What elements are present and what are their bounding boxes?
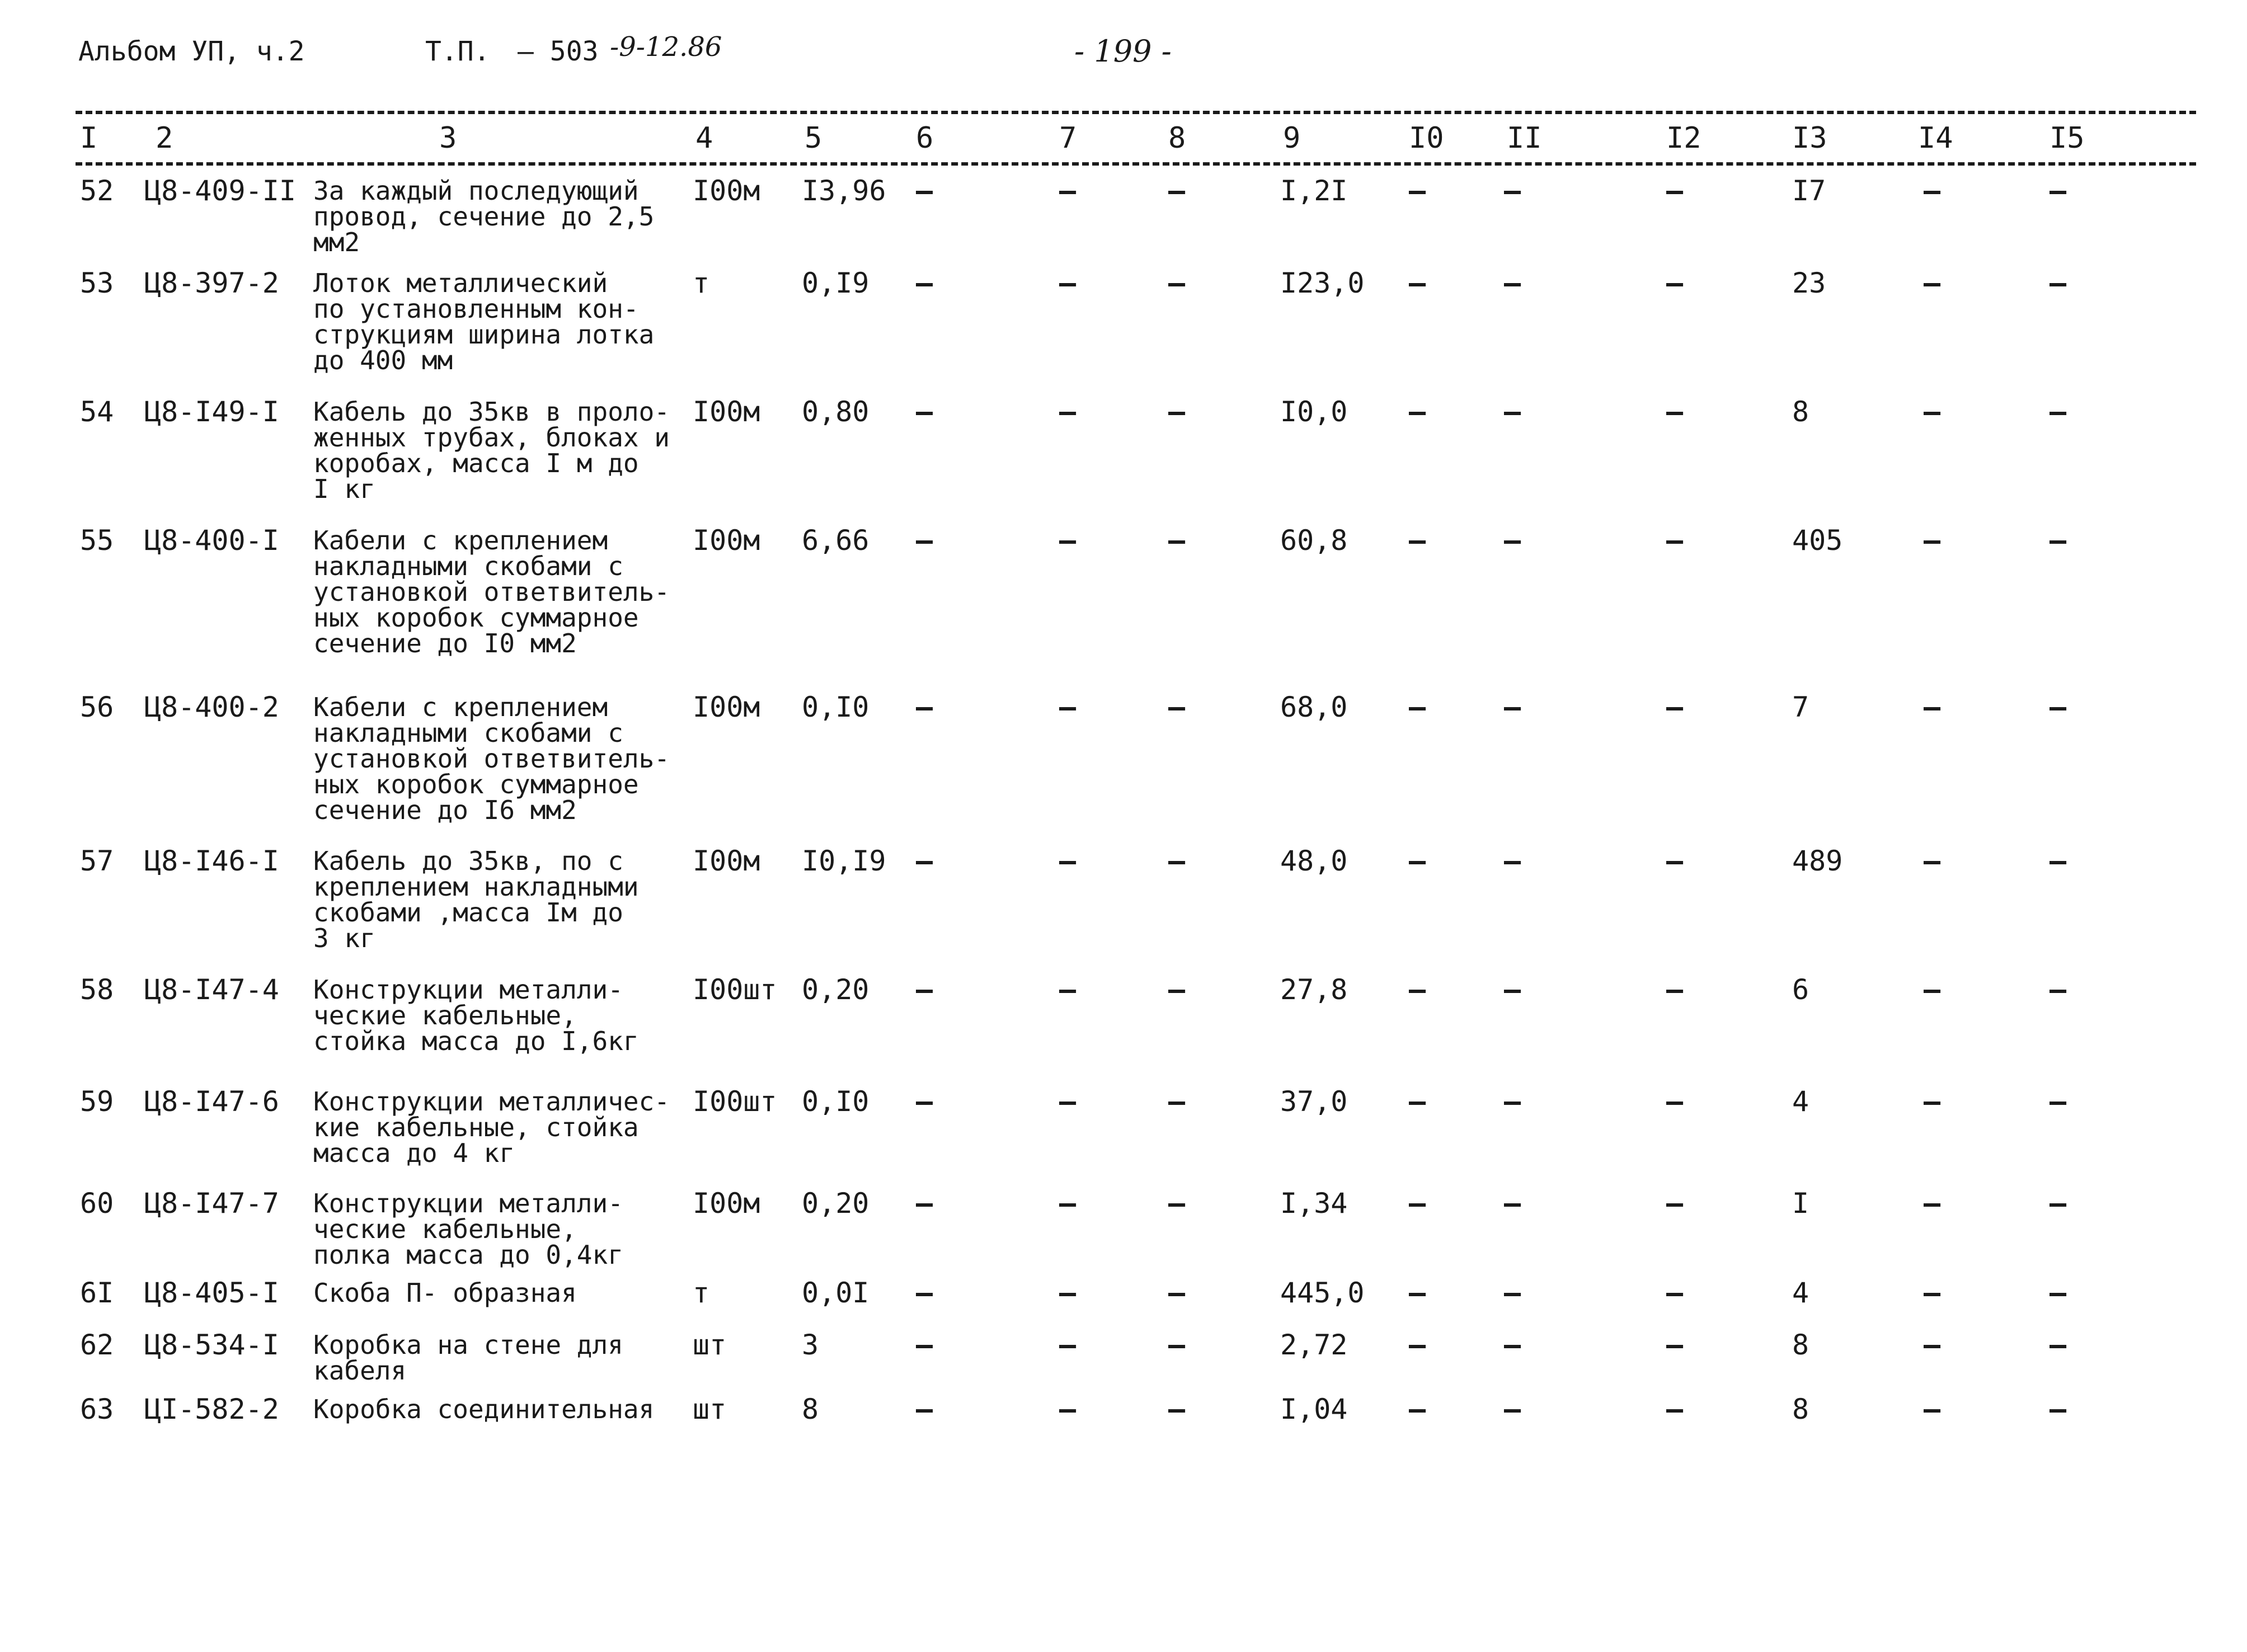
col14-value: –: [1924, 845, 1941, 877]
col11-value: –: [1504, 1277, 1521, 1309]
colnum-11: II: [1507, 121, 1542, 155]
col14-value: –: [1924, 1329, 1941, 1361]
colnum-1: I: [80, 121, 98, 155]
top-rule: [76, 111, 2196, 114]
quantity: 0,80: [802, 396, 869, 428]
col6-value: –: [916, 973, 933, 1006]
work-description: Лоток металлический по установленным кон- струкциям ширина лотка до 400 мм: [313, 268, 655, 375]
col11-value: –: [1504, 1085, 1521, 1118]
work-description: Кабели с креплением накладными скобами с установкой ответвитель- ных коробок суммарное сечение до I0 мм2: [313, 525, 670, 658]
col6-value: –: [916, 845, 933, 877]
col14-value: –: [1924, 1187, 1941, 1220]
col6-value: –: [916, 1393, 933, 1425]
col10-value: –: [1409, 1277, 1426, 1309]
colnum-8: 8: [1168, 121, 1186, 155]
row-number: 63: [80, 1393, 114, 1425]
quantity: 0,I9: [802, 267, 869, 299]
col13-value: 6: [1792, 973, 1809, 1006]
colnum-10: I0: [1409, 121, 1444, 155]
rate-code: ЦI-582-2: [144, 1393, 279, 1425]
col14-value: –: [1924, 396, 1941, 428]
col6-value: –: [916, 267, 933, 299]
col12-value: –: [1666, 524, 1684, 557]
quantity: 0,20: [802, 973, 869, 1006]
unit: т: [693, 267, 710, 299]
col9-value: I0,0: [1280, 396, 1348, 428]
quantity: 0,I0: [802, 691, 869, 723]
work-description: Скоба П- образная: [313, 1278, 577, 1308]
rate-code: Ц8-I46-I: [144, 845, 279, 877]
row-number: 6I: [80, 1277, 114, 1309]
col7-value: –: [1059, 267, 1077, 299]
col11-value: –: [1504, 1329, 1521, 1361]
col10-value: –: [1409, 845, 1426, 877]
col13-value: 489: [1792, 845, 1843, 877]
col13-value: I: [1792, 1187, 1809, 1220]
colnum-6: 6: [916, 121, 934, 155]
col14-value: –: [1924, 175, 1941, 207]
col7-value: –: [1059, 845, 1077, 877]
work-description: Конструкции металличес- кие кабельные, стойка масса до 4 кг: [313, 1086, 670, 1168]
col8-value: –: [1168, 396, 1186, 428]
col11-value: –: [1504, 691, 1521, 723]
album-label: Альбом УП, ч.2: [78, 36, 305, 67]
col15-value: –: [2049, 396, 2067, 428]
work-description: За каждый последующий провод, сечение до 2,5 мм2: [313, 176, 655, 257]
col12-value: –: [1666, 973, 1684, 1006]
quantity: 0,20: [802, 1187, 869, 1220]
col9-value: 48,0: [1280, 845, 1348, 877]
col8-value: –: [1168, 1085, 1186, 1118]
col8-value: –: [1168, 691, 1186, 723]
tp-label: Т.П.: [425, 36, 490, 67]
col8-value: –: [1168, 267, 1186, 299]
col13-value: 8: [1792, 396, 1809, 428]
col9-value: I,04: [1280, 1393, 1348, 1425]
row-number: 59: [80, 1085, 114, 1118]
col15-value: –: [2049, 175, 2067, 207]
rate-code: Ц8-I49-I: [144, 396, 279, 428]
col9-value: 68,0: [1280, 691, 1348, 723]
col6-value: –: [916, 396, 933, 428]
work-description: Коробка на стене для кабеля: [313, 1330, 623, 1386]
quantity: 8: [802, 1393, 819, 1425]
row-number: 58: [80, 973, 114, 1006]
col10-value: –: [1409, 1393, 1426, 1425]
col13-value: 4: [1792, 1085, 1809, 1118]
row-number: 52: [80, 175, 114, 207]
col7-value: –: [1059, 175, 1077, 207]
col11-value: –: [1504, 1393, 1521, 1425]
col13-value: 4: [1792, 1277, 1809, 1309]
col13-value: 23: [1792, 267, 1826, 299]
quantity: I3,96: [802, 175, 886, 207]
col13-value: 405: [1792, 524, 1843, 557]
col9-value: I,2I: [1280, 175, 1348, 207]
col8-value: –: [1168, 845, 1186, 877]
unit: шт: [693, 1393, 727, 1425]
row-number: 62: [80, 1329, 114, 1361]
col8-value: –: [1168, 1329, 1186, 1361]
col12-value: –: [1666, 396, 1684, 428]
col15-value: –: [2049, 1277, 2067, 1309]
col7-value: –: [1059, 973, 1077, 1006]
rate-code: Ц8-I47-6: [144, 1085, 279, 1118]
col7-value: –: [1059, 1187, 1077, 1220]
unit: I00м: [693, 1187, 760, 1220]
col8-value: –: [1168, 1393, 1186, 1425]
col7-value: –: [1059, 1393, 1077, 1425]
row-number: 57: [80, 845, 114, 877]
col14-value: –: [1924, 267, 1941, 299]
col10-value: –: [1409, 267, 1426, 299]
col10-value: –: [1409, 175, 1426, 207]
col12-value: –: [1666, 1329, 1684, 1361]
col9-value: 445,0: [1280, 1277, 1365, 1309]
col11-value: –: [1504, 524, 1521, 557]
col7-value: –: [1059, 1277, 1077, 1309]
col13-value: I7: [1792, 175, 1826, 207]
rate-code: Ц8-534-I: [144, 1329, 279, 1361]
col12-value: –: [1666, 1085, 1684, 1118]
col15-value: –: [2049, 845, 2067, 877]
col15-value: –: [2049, 691, 2067, 723]
col13-value: 7: [1792, 691, 1809, 723]
col15-value: –: [2049, 524, 2067, 557]
col6-value: –: [916, 1329, 933, 1361]
unit: I00м: [693, 691, 760, 723]
col13-value: 8: [1792, 1329, 1809, 1361]
col6-value: –: [916, 1277, 933, 1309]
col10-value: –: [1409, 1085, 1426, 1118]
rate-code: Ц8-I47-4: [144, 973, 279, 1006]
col15-value: –: [2049, 1187, 2067, 1220]
col12-value: –: [1666, 1187, 1684, 1220]
column-number-rule: [76, 162, 2196, 166]
work-description: Кабель до 35кв в проло- женных трубах, блоках и коробах, масса I м до I кг: [313, 397, 670, 504]
col14-value: –: [1924, 1085, 1941, 1118]
unit: I00шт: [693, 1085, 777, 1118]
colnum-5: 5: [805, 121, 822, 155]
col15-value: –: [2049, 1329, 2067, 1361]
rate-code: Ц8-400-2: [144, 691, 279, 723]
col8-value: –: [1168, 1187, 1186, 1220]
unit: I00м: [693, 524, 760, 557]
unit: т: [693, 1277, 710, 1309]
col8-value: –: [1168, 973, 1186, 1006]
col11-value: –: [1504, 396, 1521, 428]
col14-value: –: [1924, 524, 1941, 557]
col11-value: –: [1504, 973, 1521, 1006]
rate-code: Ц8-405-I: [144, 1277, 279, 1309]
col9-value: 2,72: [1280, 1329, 1348, 1361]
col12-value: –: [1666, 175, 1684, 207]
col12-value: –: [1666, 691, 1684, 723]
row-number: 55: [80, 524, 114, 557]
quantity: 6,66: [802, 524, 869, 557]
col12-value: –: [1666, 845, 1684, 877]
col6-value: –: [916, 1085, 933, 1118]
unit: шт: [693, 1329, 727, 1361]
col7-value: –: [1059, 691, 1077, 723]
col6-value: –: [916, 524, 933, 557]
colnum-7: 7: [1059, 121, 1077, 155]
col7-value: –: [1059, 1329, 1077, 1361]
col11-value: –: [1504, 175, 1521, 207]
col7-value: –: [1059, 524, 1077, 557]
col15-value: –: [2049, 1085, 2067, 1118]
colnum-3: 3: [439, 121, 457, 155]
rate-code: Ц8-409-II: [144, 175, 296, 207]
work-description: Кабели с креплением накладными скобами с установкой ответвитель- ных коробок суммарное сечение до I6 мм2: [313, 692, 670, 825]
col12-value: –: [1666, 267, 1684, 299]
colnum-12: I2: [1666, 121, 1701, 155]
unit: I00м: [693, 396, 760, 428]
col11-value: –: [1504, 1187, 1521, 1220]
work-description: Кабель до 35кв, по с креплением накладными скобами ,масса Iм до 3 кг: [313, 846, 639, 953]
col12-value: –: [1666, 1277, 1684, 1309]
unit: I00м: [693, 175, 760, 207]
row-number: 56: [80, 691, 114, 723]
colnum-14: I4: [1918, 121, 1953, 155]
col10-value: –: [1409, 1329, 1426, 1361]
col6-value: –: [916, 1187, 933, 1220]
rate-code: Ц8-397-2: [144, 267, 279, 299]
col14-value: –: [1924, 1393, 1941, 1425]
col10-value: –: [1409, 973, 1426, 1006]
rate-code: Ц8-I47-7: [144, 1187, 279, 1220]
col12-value: –: [1666, 1393, 1684, 1425]
quantity: 3: [802, 1329, 819, 1361]
quantity: 0,0I: [802, 1277, 869, 1309]
col8-value: –: [1168, 175, 1186, 207]
col14-value: –: [1924, 691, 1941, 723]
tp-number-handwritten: -9-12.86: [610, 31, 722, 63]
col11-value: –: [1504, 267, 1521, 299]
page-number: - 199 -: [1074, 34, 1172, 69]
colnum-15: I5: [2049, 121, 2085, 155]
rate-code: Ц8-400-I: [144, 524, 279, 557]
column-number-row: [0, 119, 2247, 158]
row-number: 54: [80, 396, 114, 428]
col6-value: –: [916, 175, 933, 207]
col9-value: I,34: [1280, 1187, 1348, 1220]
col10-value: –: [1409, 691, 1426, 723]
col7-value: –: [1059, 1085, 1077, 1118]
col10-value: –: [1409, 1187, 1426, 1220]
row-number: 60: [80, 1187, 114, 1220]
col9-value: 60,8: [1280, 524, 1348, 557]
unit: I00м: [693, 845, 760, 877]
tp-number-printed: – 503: [518, 36, 599, 67]
quantity: I0,I9: [802, 845, 886, 877]
col8-value: –: [1168, 1277, 1186, 1309]
col6-value: –: [916, 691, 933, 723]
work-description: Коробка соединительная: [313, 1394, 655, 1424]
col14-value: –: [1924, 1277, 1941, 1309]
work-description: Конструкции металли- ческие кабельные, стойка масса до I,6кг: [313, 975, 639, 1056]
col13-value: 8: [1792, 1393, 1809, 1425]
col15-value: –: [2049, 1393, 2067, 1425]
unit: I00шт: [693, 973, 777, 1006]
quantity: 0,I0: [802, 1085, 869, 1118]
col7-value: –: [1059, 396, 1077, 428]
col14-value: –: [1924, 973, 1941, 1006]
col9-value: 37,0: [1280, 1085, 1348, 1118]
colnum-2: 2: [156, 121, 173, 155]
colnum-13: I3: [1792, 121, 1827, 155]
work-description: Конструкции металли- ческие кабельные, полка масса до 0,4кг: [313, 1188, 623, 1270]
col11-value: –: [1504, 845, 1521, 877]
col10-value: –: [1409, 396, 1426, 428]
col9-value: I23,0: [1280, 267, 1365, 299]
col15-value: –: [2049, 973, 2067, 1006]
colnum-4: 4: [695, 121, 713, 155]
col15-value: –: [2049, 267, 2067, 299]
row-number: 53: [80, 267, 114, 299]
colnum-9: 9: [1283, 121, 1301, 155]
col10-value: –: [1409, 524, 1426, 557]
col8-value: –: [1168, 524, 1186, 557]
col9-value: 27,8: [1280, 973, 1348, 1006]
